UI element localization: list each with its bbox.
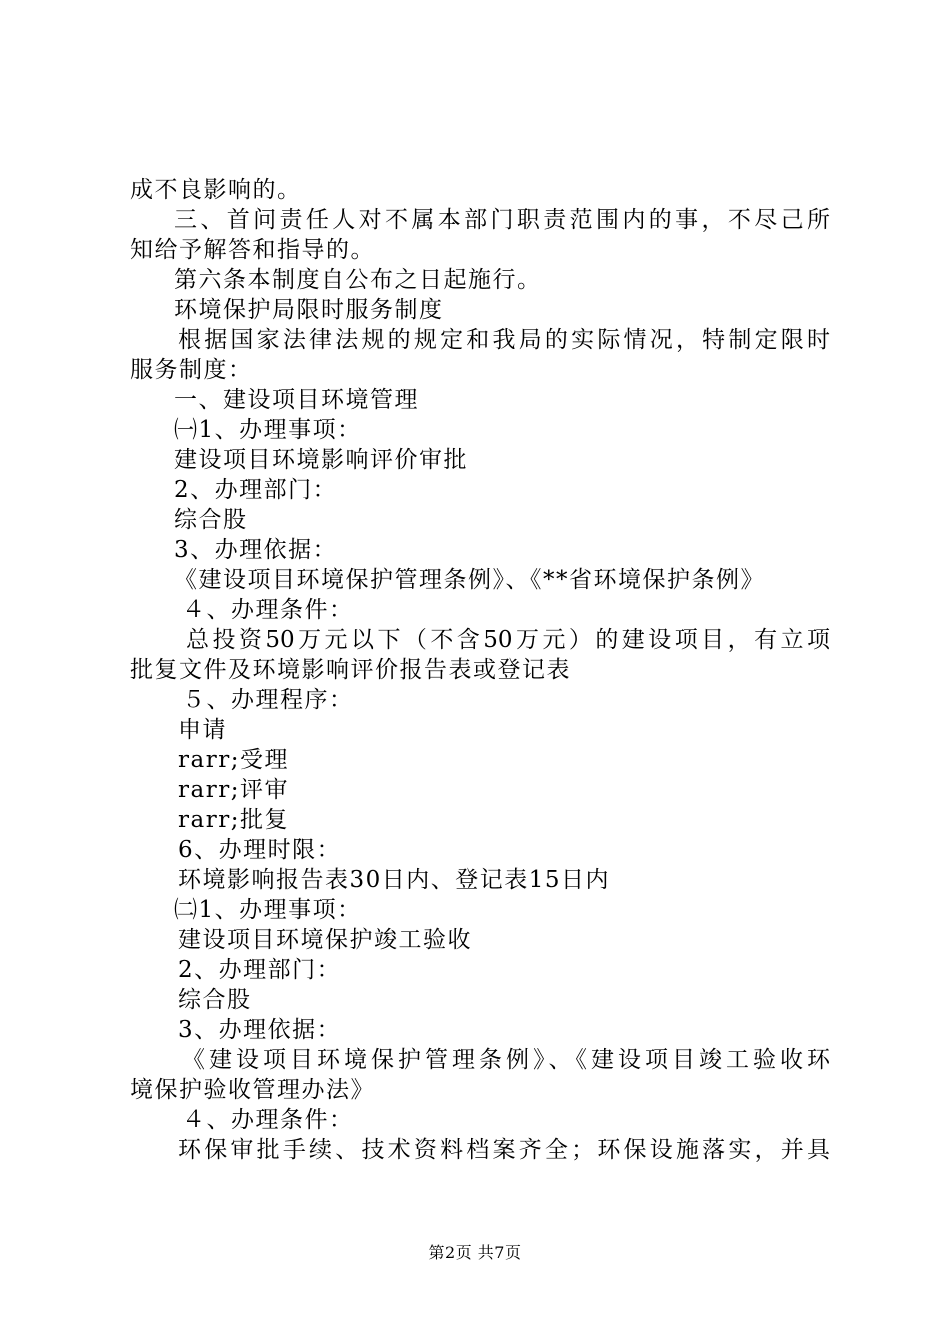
text-line: 3、办理依据： [178, 1017, 342, 1043]
text-line: rarr;评审 [178, 777, 289, 803]
text-line: rarr;受理 [178, 747, 289, 773]
text-line: 第六条本制度自公布之日起施行。 [174, 267, 542, 293]
text-line: 批复文件及环境影响评价报告表或登记表 [130, 657, 571, 683]
text-line: 根据国家法律法规的规定和我局的实际情况，特制定限时 [178, 327, 830, 353]
text-line: 总投资50万元以下（不含50万元）的建设项目，有立项 [186, 627, 830, 653]
page-number-footer: 第2页 共7页 [428, 1243, 522, 1262]
text-line: 2、办理部门： [178, 957, 342, 983]
text-line: ４、办理条件： [182, 1107, 354, 1133]
text-line: 服务制度： [130, 357, 253, 383]
text-line: 综合股 [178, 987, 252, 1013]
section-heading: 一、建设项目环境管理 [174, 387, 419, 413]
text-line: 三、首问责任人对不属本部门职责范围内的事，不尽己所 [174, 207, 830, 233]
text-line: 知给予解答和指导的。 [130, 237, 375, 263]
text-line: ４、办理条件： [182, 597, 354, 623]
text-line: 环境影响报告表30日内、登记表15日内 [178, 867, 611, 893]
text-line: 建设项目环境影响评价审批 [174, 447, 468, 473]
text-line: 《建设项目环境保护管理条例》、《建设项目竣工验收环 [182, 1047, 830, 1073]
text-line: 6、办理时限： [178, 837, 342, 863]
text-line: 环保审批手续、技术资料档案齐全；环保设施落实，并具 [178, 1137, 830, 1163]
text-line: 建设项目环境保护竣工验收 [178, 927, 472, 953]
text-line: ５、办理程序： [182, 687, 354, 713]
text-line: 成不良影响的。 [130, 177, 302, 203]
text-line: 环境保护局限时服务制度 [174, 297, 444, 323]
text-line: 申请 [178, 717, 227, 743]
text-line: ㈠1、办理事项： [174, 417, 362, 443]
text-line: 综合股 [174, 507, 248, 533]
text-line: 境保护验收管理办法》 [130, 1077, 375, 1103]
text-line: 2、办理部门： [174, 477, 338, 503]
text-line: 3、办理依据： [174, 537, 338, 563]
document-body [130, 175, 830, 1165]
text-line: 《建设项目环境保护管理条例》、《**省环境保护条例》 [174, 567, 765, 593]
text-line: rarr;批复 [178, 807, 289, 833]
text-line: ㈡1、办理事项： [174, 897, 362, 923]
